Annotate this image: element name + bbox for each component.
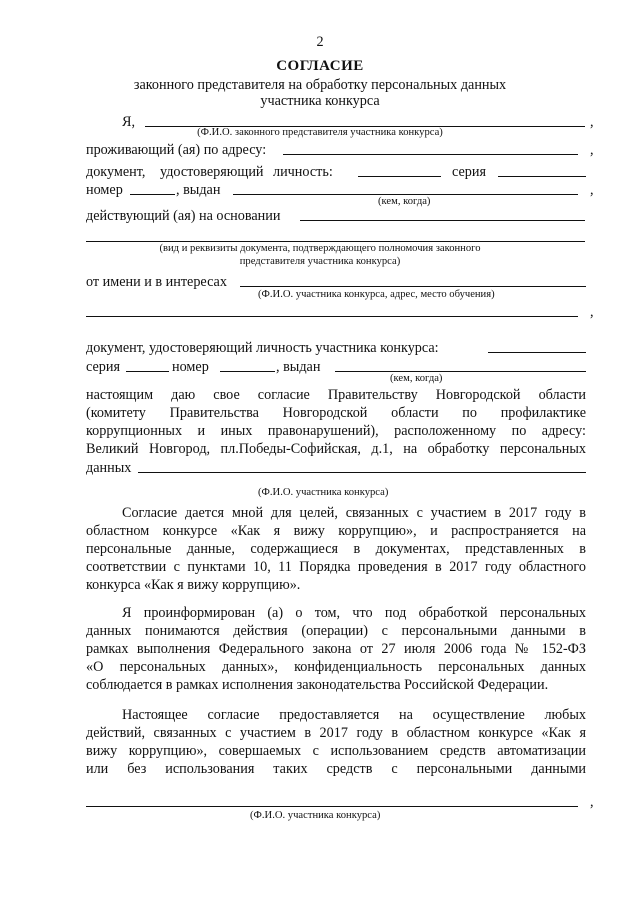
label-ya: Я, [122,114,136,130]
label-issued2: , выдан [276,359,321,375]
comma: , [590,304,594,320]
hint-fio-participant2: (Ф.И.О. участника конкурса) [250,810,381,821]
hint-who-when: (кем, когда) [378,196,431,207]
paragraph-2-first [122,604,586,622]
paragraph-line: соответствии с пунктами 10, 11 Порядка проведения в 2017 году областного [86,559,586,575]
hint-rep-fio: (Ф.И.О. законного представителя участника конкурса) [197,127,443,138]
paragraph-2 [86,622,586,676]
paragraph-line: Согласие дается мной для целей, связанных с участием в 2017 году в [122,505,586,521]
label-issued: , выдан [176,182,221,198]
number-field[interactable] [130,194,175,195]
comma: , [590,794,594,810]
paragraph-1 [86,522,586,576]
label-series: серия [452,164,486,180]
consent-paragraph [86,386,586,458]
paragraph-line: данных понимаются действия (операции) с персональными данными в [86,623,586,639]
document-type-field[interactable] [358,176,441,177]
basis-field[interactable] [300,220,585,221]
consent-line: (комитету Правительства Новгородской области по профилактике [86,405,586,421]
paragraph-1-first [122,504,586,522]
data-participant-field[interactable] [138,472,586,473]
comma: , [590,142,594,158]
hint-participant: (Ф.И.О. участника конкурса, адрес, место обучения) [258,289,495,300]
hint-basis-line1: (вид и реквизиты документа, подтверждающего полномочия законного [159,243,481,254]
document-title: СОГЛАСИЕ [276,58,364,74]
hint-fio-participant: (Ф.И.О. участника конкурса) [258,487,389,498]
final-participant-field[interactable] [86,806,578,807]
paragraph-line: действий, связанных с участием в 2017 году в областном конкурсе «Как я [86,725,586,741]
label-number2: номер [172,359,209,375]
participant-field-cont[interactable] [86,316,578,317]
number2-field[interactable] [220,371,275,372]
label-acting-basis: действующий (ая) на основании [86,208,281,224]
series-field[interactable] [498,176,586,177]
consent-line: коррупционных и иных правонарушений), расположенному по адресу: [86,423,586,439]
page-number: 2 [316,34,324,50]
paragraph-1-last: конкурса «Как я вижу коррупцию». [86,577,301,593]
label-series2: серия [86,359,120,375]
series2-field[interactable] [126,371,169,372]
label-identity: личность: [273,164,333,180]
paragraph-2-last: соблюдается в рамках исполнения законодательства Российской Федерации. [86,677,549,693]
issued-by2-field[interactable] [335,371,586,372]
participant-doc-field[interactable] [488,352,586,353]
comma: , [590,114,594,130]
label-on-behalf: от имени и в интересах [86,274,227,290]
paragraph-line: «О персональных данных», конфиденциальность персональных данных [86,659,586,675]
paragraph-3-first [122,706,586,724]
label-data: данных [86,460,132,476]
paragraph-line: или без использования таких средств с персональными данными [86,761,586,777]
participant-field[interactable] [240,286,586,287]
document-subtitle-line2: участника конкурса [260,93,380,109]
paragraph-line: вижу коррупцию», совершаемых с использованием средств автоматизации [86,743,586,759]
label-certifying: удостоверяющий [160,164,264,180]
hint-who-when2: (кем, когда) [390,373,443,384]
paragraph-line: Настоящее согласие предоставляется на осуществление любых [122,707,586,723]
consent-line: Великий Новгород, пл.Победы-Софийская, д.1, на обработку персональных [86,441,586,457]
label-number: номер [86,182,123,198]
hint-basis-line2: представителя участника конкурса) [239,256,401,267]
label-doc-participant: документ, удостоверяющий личность участника конкурса: [86,340,439,356]
label-residing: проживающий (ая) по адресу: [86,142,267,158]
consent-line: настоящим даю свое согласие Правительству Новгородской области [86,387,586,403]
paragraph-line: персональные данные, содержащиеся в документах, представленных в [86,541,586,557]
paragraph-3 [86,724,586,778]
paragraph-line: областном конкурсе «Как я вижу коррупцию», и распространяется на [86,523,586,539]
label-document: документ, [86,164,146,180]
comma: , [590,182,594,198]
paragraph-line: рамках выполнения Федерального закона от 27 июля 2006 года № 152-ФЗ [86,641,586,657]
document-subtitle-line1: законного представителя на обработку персональных данных [133,77,507,93]
paragraph-line: Я проинформирован (а) о том, что под обработкой персональных [122,605,586,621]
address-field[interactable] [283,154,578,155]
